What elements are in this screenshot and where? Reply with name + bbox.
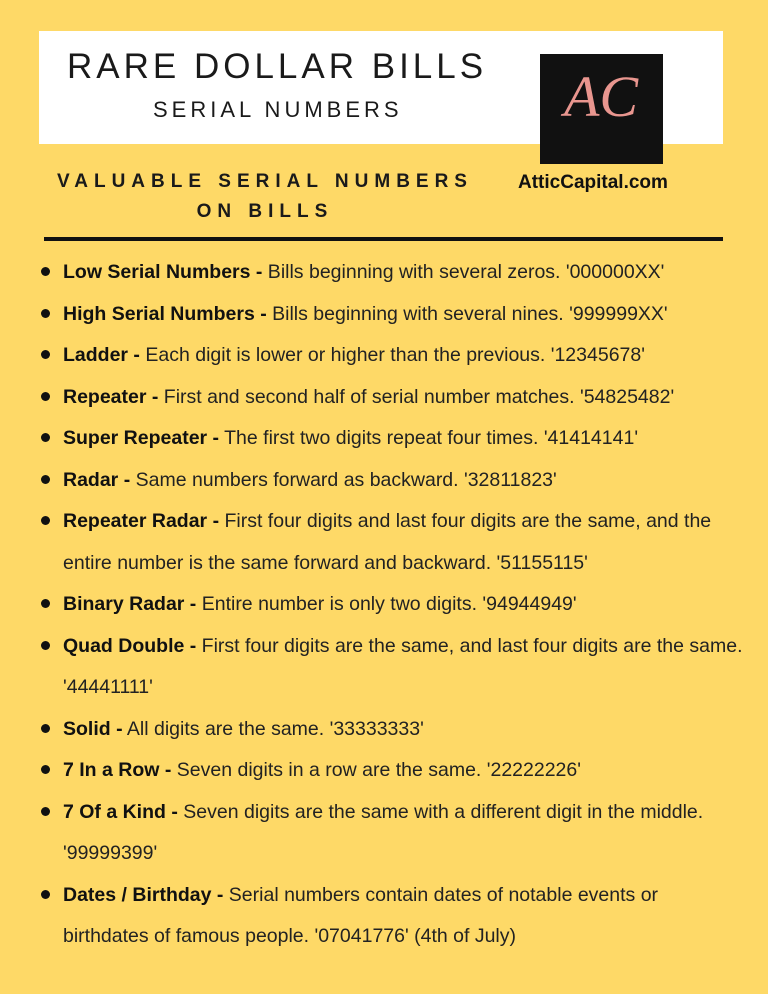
section-heading-line2: ON BILLS — [196, 201, 334, 222]
list-item-description: Each digit is lower or higher than the previous. '12345678' — [139, 344, 645, 366]
list-item — [38, 460, 748, 502]
list-item-description: Serial numbers contain dates of notable events or birthdates of famous people. '07041776' (4th of July) — [63, 883, 659, 947]
list-item-description: Bills beginning with several zeros. '000000XX' — [262, 261, 665, 283]
list-item — [38, 294, 748, 336]
divider — [44, 237, 723, 241]
list-item — [38, 750, 748, 792]
list-item-term: Dates / Birthday - — [63, 883, 224, 906]
list-item — [38, 501, 748, 584]
list-item — [38, 584, 748, 626]
list-item-term: Solid - — [63, 717, 123, 740]
list-item-description: First four digits are the same, and last four digits are the same. '44441111' — [63, 634, 743, 698]
list-item-description: The first two digits repeat four times. '41414141' — [219, 427, 639, 449]
list-item — [38, 418, 748, 460]
list-item-term: High Serial Numbers - — [63, 302, 267, 325]
attic-capital-logo — [540, 54, 663, 164]
list-item-description: First and second half of serial number matches. '54825482' — [158, 385, 675, 408]
list-item-term: Radar - — [63, 468, 131, 491]
list-item-description: All digits are the same. '33333333' — [122, 717, 424, 740]
list-item-term: Super Repeater - — [63, 427, 220, 449]
list-item-term: Repeater - — [63, 385, 159, 408]
list-item — [38, 335, 748, 377]
list-item-term: Binary Radar - — [63, 593, 197, 615]
list-item-description: Seven digits are the same with a different digit in the middle. '99999399' — [63, 800, 704, 864]
list-item-term: 7 In a Row - — [63, 759, 172, 781]
logo-monogram-text: AC — [563, 64, 639, 129]
list-item-term: Repeater Radar - — [63, 510, 220, 532]
list-item-description: Same numbers forward as backward. '32811823' — [130, 468, 557, 491]
list-item — [38, 875, 748, 958]
list-item — [38, 252, 748, 294]
list-item-term: Quad Double - — [63, 634, 197, 657]
list-item-description: First four digits and last four digits are the same, and the entire number is the same forward and backward. '51155115' — [63, 510, 712, 574]
list-item-term: Low Serial Numbers - — [63, 261, 263, 283]
list-item — [38, 792, 748, 875]
list-item-description: Bills beginning with several nines. '999999XX' — [266, 302, 668, 325]
section-heading — [40, 167, 490, 227]
page-title: RARE DOLLAR BILLS — [67, 47, 488, 86]
list-item-term: 7 Of a Kind - — [63, 800, 178, 823]
list-item-term: Ladder - — [63, 344, 140, 366]
section-heading-line1: VALUABLE SERIAL NUMBERS — [57, 171, 473, 192]
list-item — [38, 709, 748, 751]
list-item-description: Entire number is only two digits. '94944949' — [196, 593, 577, 615]
list-item-description: Seven digits in a row are the same. '22222226' — [171, 759, 581, 781]
website-link[interactable]: AtticCapital.com — [518, 172, 668, 193]
ac-monogram-icon — [540, 54, 663, 164]
list-item — [38, 377, 748, 419]
list-item — [38, 626, 748, 709]
serial-number-list — [38, 252, 748, 958]
page-subtitle: SERIAL NUMBERS — [153, 97, 403, 122]
